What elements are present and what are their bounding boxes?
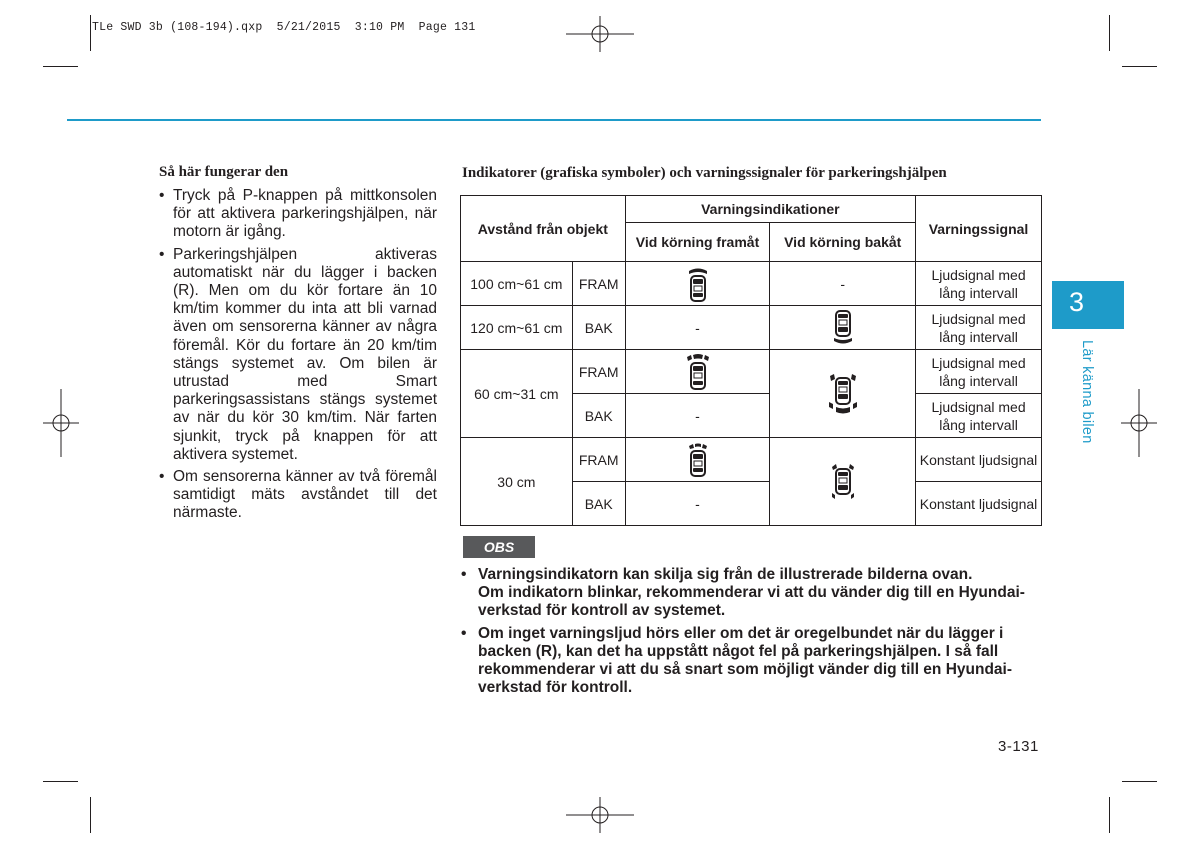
car-rear-mid-icon xyxy=(826,372,860,416)
crop-mark xyxy=(43,66,78,67)
table-row xyxy=(461,438,1042,482)
list-item xyxy=(158,187,437,242)
header-forward: Vid körning framåt xyxy=(625,223,770,262)
crop-mark xyxy=(1122,781,1157,782)
bullet-icon: • xyxy=(461,566,467,583)
cell-distance: 60 cm~31 cm xyxy=(461,350,573,438)
obs-item xyxy=(460,566,1040,621)
bullet-icon: • xyxy=(159,468,165,486)
crop-mark xyxy=(1109,15,1110,51)
chapter-tab xyxy=(1052,281,1124,329)
bullet-icon: • xyxy=(159,187,165,204)
cell-reverse xyxy=(770,350,916,438)
obs-item-line: Varningsindikatorn kan skilja sig från de illustrerade bilderna ovan. xyxy=(478,566,973,583)
table-row xyxy=(461,306,1042,350)
cell-forward: - xyxy=(625,306,770,350)
cell-signal: Ljudsignal med lång intervall xyxy=(916,306,1042,350)
registration-mark-icon xyxy=(566,797,634,833)
crop-mark xyxy=(90,15,91,51)
header-distance: Avstånd från objekt xyxy=(461,196,626,262)
cell-distance: 100 cm~61 cm xyxy=(461,262,573,306)
list-item xyxy=(158,246,437,464)
cell-signal: Ljudsignal med lång intervall xyxy=(916,394,1042,438)
table-row xyxy=(461,262,1042,306)
indicator-table xyxy=(460,195,1042,526)
list-item-text: Parkeringshjälpen aktiveras automatiskt när du lägger i backen (R). Men om du kör fortare än 10 km/tim kommer du inta att bli varnad även om sensorerna känner av några föremål. Kör du fortare än 20 km/tim stängs systemet av. Om bilen är utrustad med Smart parkeringsassistans stängs systemet av när du kör 30 km/tim. När farten sjunkit, tryck på knappen för att aktivera systemet. xyxy=(173,245,437,463)
cell-reverse: - xyxy=(770,262,916,306)
obs-item xyxy=(460,625,1040,698)
obs-item-line: Om indikatorn blinkar, rekommenderar vi att du vänder dig till en Hyundai-verkstad för kontroll av systemet. xyxy=(478,584,1025,620)
cell-signal: Konstant ljudsignal xyxy=(916,482,1042,526)
table-title: Indikatorer (grafiska symboler) och varningssignaler för parkeringshjälpen xyxy=(462,165,947,181)
obs-item-line: Om inget varningsljud hörs eller om det är oregelbundet när du lägger i backen (R), kan det ha uppstått något fel på parkeringshjälpen. I så fall rekommenderar vi att du så snart som möjligt vänder dig till en Hyundai-verkstad för kontroll. xyxy=(478,624,1013,697)
registration-mark-icon xyxy=(43,389,79,457)
chapter-number: 3 xyxy=(1069,287,1085,317)
cell-mode: FRAM xyxy=(572,262,625,306)
cell-reverse xyxy=(770,306,916,350)
chapter-title: Lär känna bilen xyxy=(1079,340,1095,444)
cell-reverse xyxy=(770,438,916,526)
bullet-icon: • xyxy=(461,624,467,642)
cell-forward: - xyxy=(625,394,770,438)
crop-mark xyxy=(1109,797,1110,833)
car-front-far-icon xyxy=(687,265,709,303)
cell-signal: Ljudsignal med lång intervall xyxy=(916,350,1042,394)
list-item-text: Tryck på P-knappen på mittkonsolen för att aktivera parkeringshjälpen, när motorn är igång. xyxy=(173,187,437,241)
obs-list xyxy=(460,566,1040,701)
obs-badge: OBS xyxy=(463,536,535,558)
cell-mode: FRAM xyxy=(572,350,625,394)
bullet-list xyxy=(158,187,437,523)
cell-forward xyxy=(625,350,770,394)
cell-mode: BAK xyxy=(572,482,625,526)
cell-mode: FRAM xyxy=(572,438,625,482)
cell-forward xyxy=(625,262,770,306)
header-indications: Varningsindikationer xyxy=(625,196,915,223)
crop-mark xyxy=(43,781,78,782)
crop-mark xyxy=(90,797,91,833)
cell-signal: Ljudsignal med lång intervall xyxy=(916,262,1042,306)
cell-distance: 30 cm xyxy=(461,438,573,526)
section-heading: Så här fungerar den xyxy=(159,164,289,180)
cell-distance: 120 cm~61 cm xyxy=(461,306,573,350)
left-column xyxy=(158,164,437,527)
list-item xyxy=(158,468,437,523)
car-front-near-icon xyxy=(686,442,710,478)
table-header-row xyxy=(461,196,1042,223)
table-row xyxy=(461,350,1042,394)
registration-mark-icon xyxy=(1121,389,1157,457)
cell-signal: Konstant ljudsignal xyxy=(916,438,1042,482)
print-slug: TLe SWD 3b (108-194).qxp 5/21/2015 3:10 PM Page 131 xyxy=(92,21,476,34)
cell-mode: BAK xyxy=(572,306,625,350)
car-front-mid-icon xyxy=(685,353,711,391)
registration-mark-icon xyxy=(566,16,634,52)
header-reverse: Vid körning bakåt xyxy=(770,223,916,262)
cell-mode: BAK xyxy=(572,394,625,438)
list-item-text: Om sensorerna känner av två föremål samtidigt mäts avståndet till det närmaste. xyxy=(173,468,437,522)
crop-mark xyxy=(1122,66,1157,67)
cell-forward xyxy=(625,438,770,482)
header-rule xyxy=(67,119,1041,121)
page-number: 3-131 xyxy=(998,738,1039,755)
car-rear-far-icon xyxy=(832,309,854,347)
bullet-icon: • xyxy=(159,245,165,263)
cell-forward: - xyxy=(625,482,770,526)
header-signal: Varningssignal xyxy=(916,196,1042,262)
car-rear-near-icon xyxy=(829,461,857,503)
